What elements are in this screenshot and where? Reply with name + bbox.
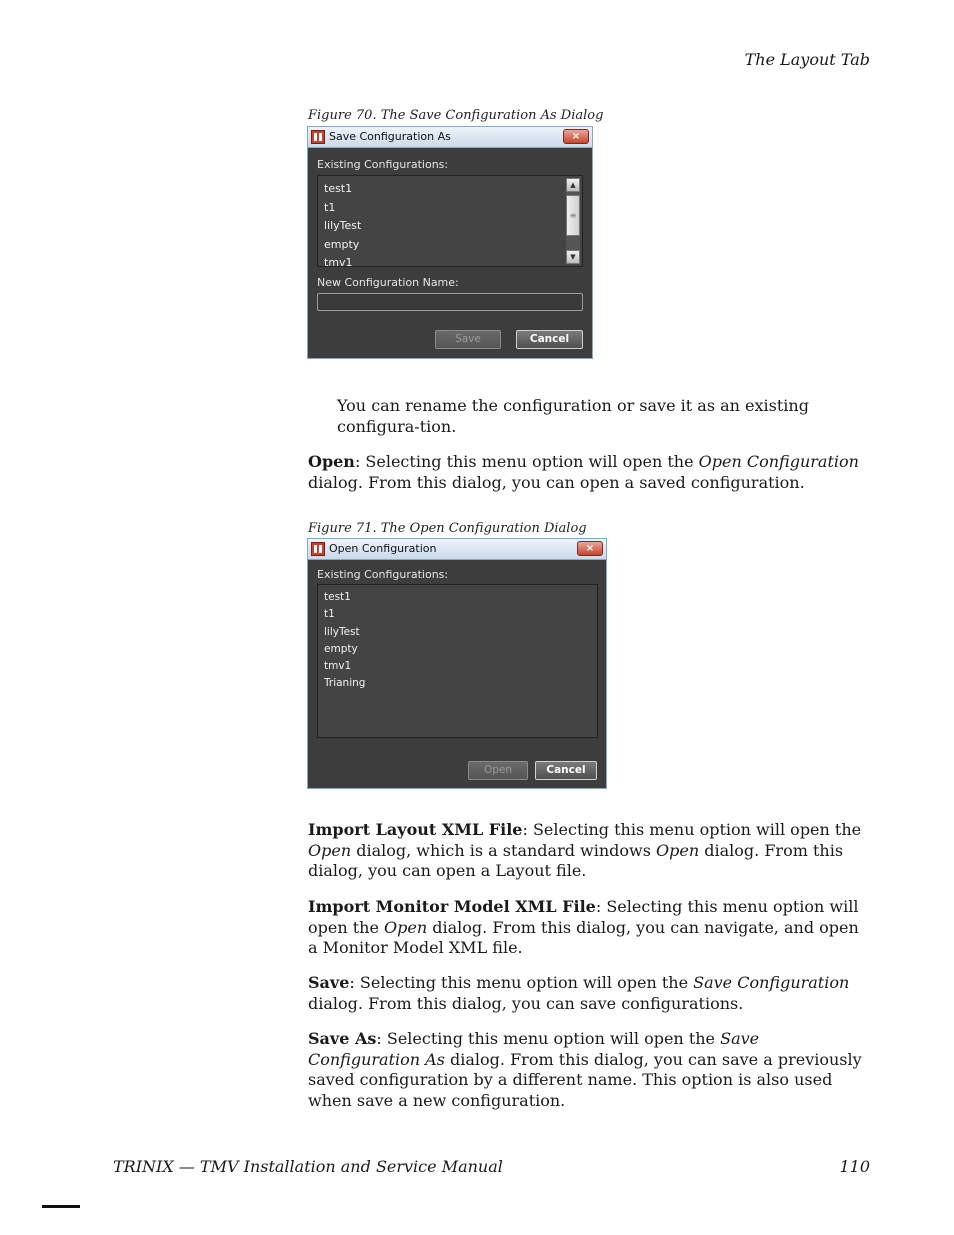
footer-manual-title: TRINIX — TMV Installation and Service Manual: [113, 1157, 503, 1176]
figure-71-caption: Figure 71. The Open Configuration Dialog: [308, 521, 587, 536]
import-monitor-text-1: : Selecting this menu option will open the: [308, 897, 859, 937]
save-as-text-2: dialog. From this dialog, you can save a previously saved configuration by a different name. This option is also used when save a new configuration.: [308, 1049, 862, 1110]
existing-configurations-label: Existing Configurations:: [317, 158, 449, 171]
term-import-monitor: Import Monitor Model XML File: [308, 897, 596, 916]
import-monitor-text-2: dialog. From this dialog, you can navigate, and open a Monitor Model XML file.: [308, 917, 859, 957]
import-layout-paragraph: [308, 820, 868, 882]
list-item[interactable]: t1: [324, 608, 335, 621]
import-monitor-paragraph: [308, 897, 868, 959]
page-number: 110: [839, 1157, 870, 1176]
footer-rule: [42, 1205, 80, 1208]
import-layout-text-1: : Selecting this menu option will open the: [522, 820, 862, 839]
close-icon[interactable]: ×: [563, 129, 589, 144]
close-icon[interactable]: ×: [577, 541, 603, 556]
term-import-layout: Import Layout XML File: [308, 820, 523, 839]
existing-configurations-label: Existing Configurations:: [317, 568, 449, 581]
scroll-down-icon[interactable]: ▼: [566, 250, 580, 264]
dialog-titlebar: [308, 539, 606, 560]
import-layout-text-3: dialog. From this dialog, you can open a Layout file.: [308, 840, 844, 880]
list-item[interactable]: lilyTest: [324, 219, 362, 232]
import-layout-italic-2: Open: [656, 840, 700, 860]
list-item[interactable]: test1: [324, 591, 351, 603]
term-save-as: Save As: [308, 1029, 377, 1048]
cancel-button[interactable]: Cancel: [516, 330, 583, 349]
save-configuration-as-dialog: [307, 126, 593, 359]
open-text-2: dialog. From this dialog, you can open a saved configuration.: [308, 472, 805, 492]
save-italic: Save Configuration: [693, 973, 850, 992]
open-button[interactable]: Open: [468, 761, 528, 780]
import-layout-italic-1: Open: [308, 840, 352, 860]
list-item[interactable]: Trianing: [324, 677, 366, 690]
open-paragraph: [308, 452, 868, 493]
list-item[interactable]: t1: [324, 200, 336, 214]
import-monitor-italic: Open: [384, 917, 428, 937]
list-item[interactable]: tmv1: [324, 660, 352, 673]
open-text-1: : Selecting this menu option will open the: [354, 452, 699, 471]
save-text-1: : Selecting this menu option will open the: [349, 973, 694, 992]
dialog-title: Save Configuration As: [329, 130, 451, 143]
dialog-title: Open Configuration: [329, 542, 437, 555]
list-scrollbar[interactable]: [566, 178, 580, 264]
new-configuration-name-label: New Configuration Name:: [317, 276, 459, 289]
term-open: Open: [308, 452, 355, 471]
scroll-thumb[interactable]: ≡: [566, 195, 580, 236]
save-as-italic: Save Configuration As: [308, 1029, 760, 1069]
save-as-text-1: : Selecting this menu option will open the: [376, 1029, 721, 1048]
running-header: The Layout Tab: [744, 50, 870, 69]
save-as-paragraph: [308, 1029, 868, 1111]
cancel-button[interactable]: Cancel: [535, 761, 597, 780]
existing-configurations-list[interactable]: [317, 175, 583, 267]
open-italic: Open Configuration: [698, 452, 859, 471]
existing-configurations-list[interactable]: [317, 584, 598, 738]
import-layout-text-2: dialog, which is a standard windows: [351, 840, 657, 860]
list-item[interactable]: test1: [324, 182, 353, 195]
open-configuration-dialog: [307, 538, 607, 789]
save-paragraph: [308, 973, 868, 1014]
term-save: Save: [308, 973, 350, 992]
new-configuration-name-input[interactable]: [317, 293, 583, 311]
dialog-titlebar: [308, 127, 592, 148]
save-text-2: dialog. From this dialog, you can save configurations.: [308, 993, 744, 1013]
scroll-up-icon[interactable]: ▲: [566, 178, 580, 192]
figure-70-caption: Figure 70. The Save Configuration As Dialog: [308, 108, 604, 123]
rename-paragraph: You can rename the configuration or save it as an existing configura-tion.: [337, 396, 809, 436]
save-button[interactable]: Save: [435, 330, 501, 349]
app-icon: [311, 542, 325, 556]
app-icon: [311, 130, 325, 144]
list-item[interactable]: empty: [324, 642, 358, 655]
list-item[interactable]: lilyTest: [324, 625, 360, 638]
list-item[interactable]: empty: [324, 237, 360, 251]
list-item[interactable]: tmv1: [324, 256, 353, 267]
